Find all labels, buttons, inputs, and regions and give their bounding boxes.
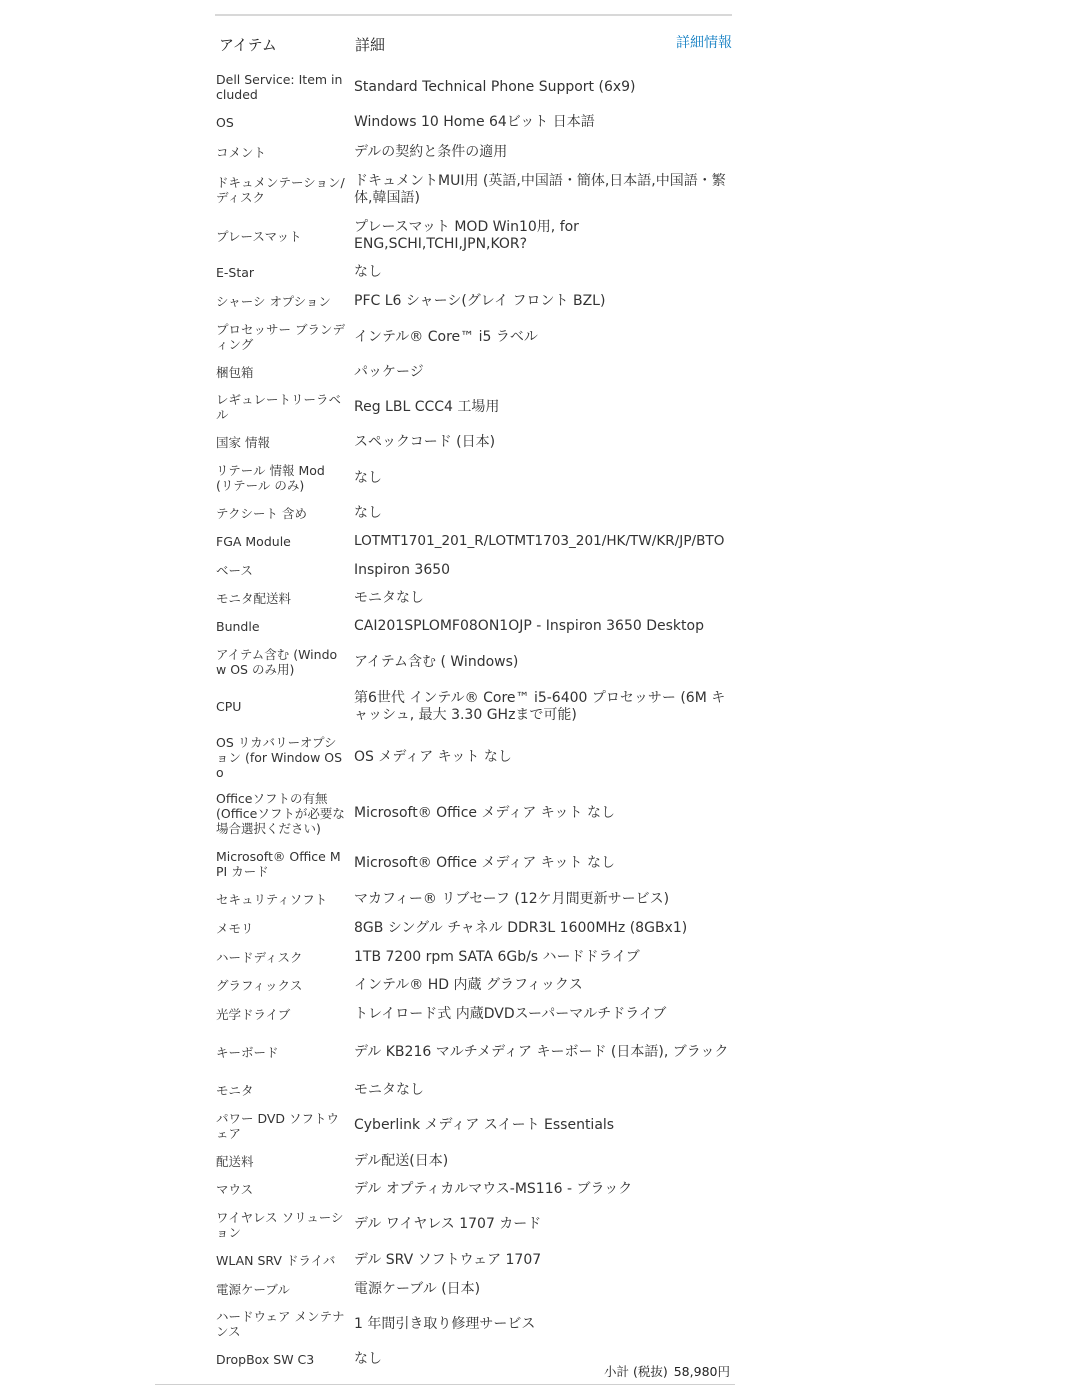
- subtotal-label: 小計 (税抜): [604, 1364, 668, 1379]
- table-row: [215, 214, 732, 258]
- table-row: [215, 885, 732, 914]
- table-row: [215, 499, 732, 527]
- row-label: モニタ: [216, 1082, 254, 1098]
- row-value: なし: [354, 469, 382, 486]
- row-label: OS リカバリーオプション (for Window OS o: [216, 735, 343, 780]
- table-row: [215, 943, 732, 971]
- row-label: ベース: [216, 562, 253, 578]
- table-row: [215, 1000, 732, 1028]
- table-row: [215, 1076, 732, 1104]
- row-value: なし: [354, 504, 382, 521]
- row-value: パッケージ: [354, 363, 424, 380]
- row-value: Microsoft® Office メディア キット なし: [354, 805, 615, 821]
- row-value: モニタなし: [354, 589, 424, 606]
- table-row: [215, 1104, 732, 1147]
- row-value: Inspiron 3650: [354, 561, 451, 578]
- table-row: [215, 914, 732, 943]
- row-value: デルの契約と条件の適用: [354, 143, 508, 160]
- row-value: Microsoft® Office メディア キット なし: [354, 855, 615, 871]
- row-value: 電源ケーブル (日本): [354, 1280, 481, 1297]
- table-row: [215, 166, 732, 214]
- row-value: Reg LBL CCC4 工場用: [354, 398, 500, 415]
- table-row: [215, 138, 732, 166]
- row-label: E-Star: [216, 265, 255, 280]
- subtotal: [604, 1362, 734, 1380]
- row-value: 8GB シングル チャネル DDR3L 1600MHz (8GBx1): [354, 920, 688, 936]
- row-value: インテル® HD 内蔵 グラフィックス: [354, 977, 583, 993]
- row-label: キーボード: [216, 1044, 279, 1060]
- row-label: CPU: [216, 699, 242, 714]
- more-info-link[interactable]: 詳細情報: [676, 35, 732, 51]
- row-label: ハードウェア メンテナンス: [216, 1309, 345, 1339]
- row-label: ハードディスク: [216, 949, 303, 965]
- row-label: ドキュメンテーション/ディスク: [216, 175, 345, 205]
- row-label: Bundle: [216, 619, 260, 634]
- row-label: リテール 情報 Mod (リテール のみ): [216, 463, 325, 493]
- row-label: シャーシ オプション: [216, 294, 331, 309]
- table-row: [215, 527, 732, 556]
- table-row: [215, 730, 732, 785]
- row-value: なし: [354, 1350, 382, 1367]
- row-value: Windows 10 Home 64ビット 日本語: [354, 113, 595, 130]
- row-label: 配送料: [216, 1153, 254, 1169]
- table-row: [215, 258, 732, 287]
- row-value: モニタなし: [354, 1081, 424, 1098]
- table-row: [215, 358, 732, 386]
- table-row: [215, 1203, 732, 1246]
- table-row: [215, 1303, 732, 1345]
- row-value: デル ワイヤレス 1707 カード: [354, 1216, 542, 1232]
- row-value: LOTMT1701_201_R/LOTMT1703_201/HK/TW/KR/JP/BTO: [354, 533, 725, 549]
- row-value: OS メディア キット なし: [354, 749, 512, 765]
- table-row: [215, 1028, 732, 1076]
- row-label: Microsoft® Office MPI カード: [216, 848, 341, 879]
- detail-column-header: 詳細: [355, 35, 386, 54]
- table-row: [215, 612, 732, 641]
- row-label: プレースマット: [216, 228, 302, 244]
- row-label: FGA Module: [216, 534, 291, 549]
- row-label: マウス: [216, 1181, 254, 1197]
- row-value: PFC L6 シャーシ(グレイ フロント BZL): [354, 293, 606, 309]
- row-label: セキュリティソフト: [216, 892, 328, 907]
- table-row: [215, 68, 732, 106]
- row-value: アイテム含む ( Windows): [354, 653, 519, 670]
- row-value: インテル® Core™ i5 ラベル: [354, 328, 538, 345]
- table-row: [215, 842, 732, 885]
- row-label: メモリ: [216, 921, 254, 936]
- table-row: [215, 457, 732, 499]
- table-header: [215, 16, 732, 68]
- table-row: [215, 556, 732, 584]
- table-row: [215, 971, 732, 1000]
- table-row: [215, 1275, 732, 1303]
- item-column-header: アイテム: [219, 35, 277, 54]
- row-label: グラフィックス: [216, 978, 303, 993]
- table-row: [215, 316, 732, 358]
- table-row: [215, 386, 732, 428]
- row-label: Dell Service: Item included: [216, 72, 343, 102]
- row-value: Cyberlink メディア スイート Essentials: [354, 1117, 615, 1133]
- row-value: デル オプティカルマウス-MS116 - ブラック: [354, 1180, 633, 1197]
- row-label: レギュレートリーラベル: [216, 392, 342, 422]
- table-row: [215, 641, 732, 683]
- row-value: 1TB 7200 rpm SATA 6Gb/s ハードドライブ: [354, 948, 640, 965]
- row-label: Officeソフトの有無 (Officeソフトが必要な場合選択ください): [216, 791, 345, 836]
- row-value: CAI201SPLOMF08ON1OJP - Inspiron 3650 Desktop: [354, 618, 704, 634]
- row-value: ドキュメントMUI用 (英語,中国語・簡体,日本語,中国語・繁体,韓国語): [354, 173, 726, 206]
- row-value: Standard Technical Phone Support (6x9): [354, 78, 636, 95]
- table-row: [215, 785, 732, 842]
- row-label: コメント: [216, 144, 267, 160]
- row-value: スペックコード (日本): [354, 434, 496, 450]
- bottom-divider: [155, 1384, 735, 1385]
- row-value: デル KB216 マルチメディア キーボード (日本語), ブラック: [354, 1043, 729, 1060]
- row-value: デル配送(日本): [354, 1152, 449, 1169]
- spec-rows: [215, 68, 732, 1373]
- row-label: WLAN SRV ドライバ: [216, 1253, 336, 1268]
- row-value: デル SRV ソフトウェア 1707: [354, 1252, 542, 1268]
- row-label: 国家 情報: [216, 435, 270, 450]
- row-value: トレイロード式 内蔵DVDスーパーマルチドライブ: [354, 1005, 667, 1022]
- row-label: 光学ドライブ: [216, 1006, 291, 1022]
- row-label: テクシート 含め: [216, 505, 307, 521]
- row-value: 第6世代 インテル® Core™ i5-6400 プロセッサー (6M キャッシュ, 最大 3.30 GHzまで可能): [354, 689, 726, 723]
- table-row: [215, 1175, 732, 1203]
- row-label: モニタ配送料: [216, 590, 292, 606]
- row-label: 梱包箱: [216, 364, 254, 380]
- row-label: プロセッサー ブランディング: [216, 322, 345, 352]
- table-row: [215, 584, 732, 612]
- row-value: マカフィー® リブセーフ (12ケ月間更新サービス): [354, 891, 670, 907]
- row-label: ワイヤレス ソリューション: [216, 1209, 344, 1240]
- spec-table: [215, 14, 732, 1373]
- table-row: [215, 1246, 732, 1275]
- row-value: なし: [354, 264, 382, 280]
- table-row: [215, 1147, 732, 1175]
- row-label: アイテム含む (Window OS のみ用): [216, 647, 338, 677]
- table-row: [215, 287, 732, 316]
- row-value: 1 年間引き取り修理サービス: [354, 1315, 536, 1332]
- table-row: [215, 428, 732, 457]
- subtotal-amount: 58,980円: [673, 1364, 730, 1379]
- table-row: [215, 106, 732, 138]
- row-label: DropBox SW C3: [216, 1351, 315, 1367]
- row-label: パワー DVD ソフトウェア: [216, 1110, 340, 1141]
- row-value: プレースマット MOD Win10用, for ENG,SCHI,TCHI,JPN,KOR?: [354, 219, 579, 252]
- table-row: [215, 683, 732, 730]
- row-label: 電源ケーブル: [216, 1281, 290, 1297]
- row-label: OS: [216, 114, 234, 130]
